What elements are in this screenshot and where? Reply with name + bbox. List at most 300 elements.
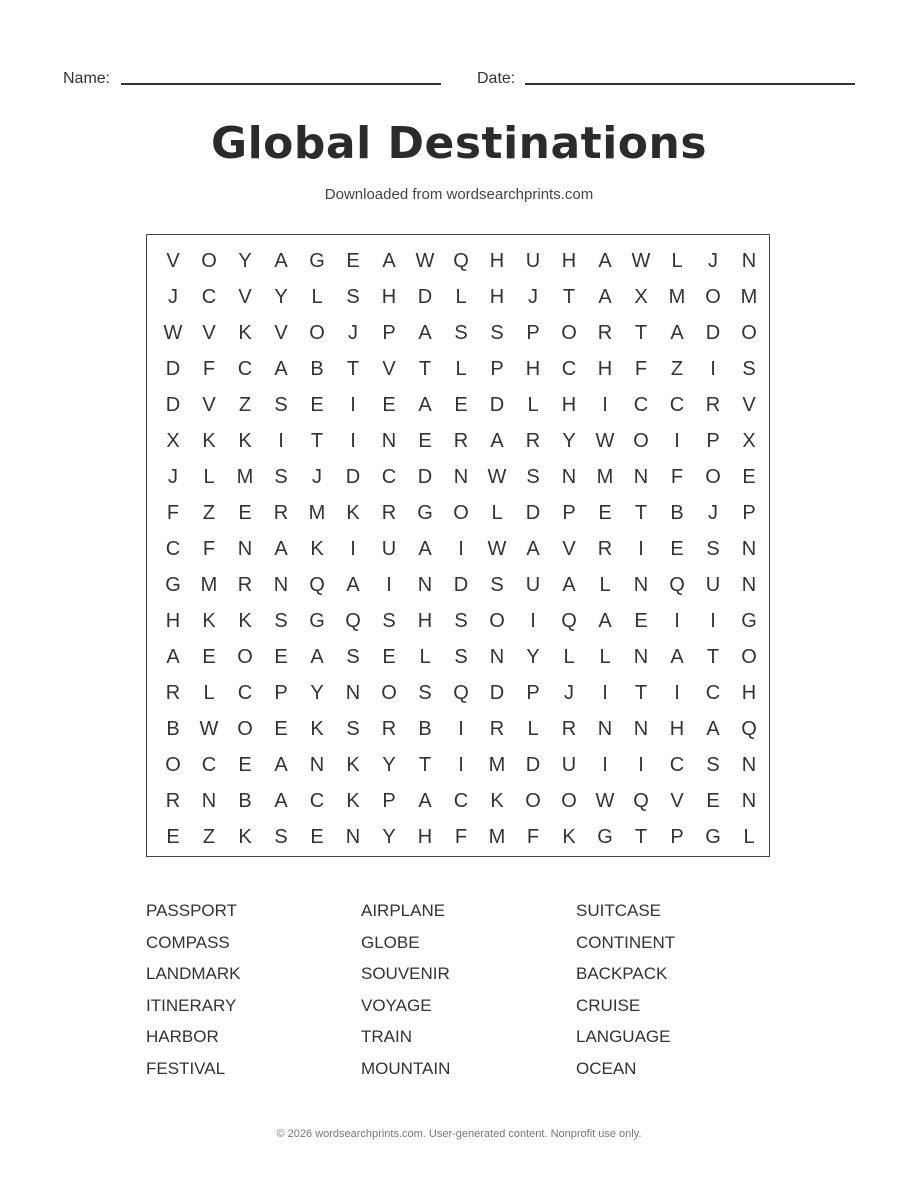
grid-letter[interactable]: C (381, 466, 397, 488)
grid-letter[interactable]: Z (202, 826, 216, 848)
grid-letter[interactable]: N (561, 466, 577, 488)
grid-letter[interactable]: X (742, 430, 756, 452)
grid-letter[interactable]: V (670, 790, 684, 812)
grid-letter[interactable]: M (488, 826, 506, 848)
grid-letter[interactable]: N (273, 574, 289, 596)
grid-letter[interactable]: T (706, 646, 720, 668)
word-list-item: ITINERARY (146, 995, 237, 1015)
grid-letter[interactable]: R (453, 430, 469, 452)
grid-letter[interactable]: I (278, 430, 284, 452)
grid-letter[interactable]: I (350, 394, 356, 416)
grid-letter[interactable]: Y (238, 250, 252, 272)
grid-letter[interactable]: A (382, 250, 396, 272)
grid-letter[interactable]: C (237, 358, 253, 380)
grid-letter[interactable]: Y (562, 430, 576, 452)
grid-letter[interactable]: F (202, 538, 216, 560)
grid-letter[interactable]: O (561, 790, 577, 812)
grid-letter[interactable]: E (598, 502, 612, 524)
grid-letter[interactable]: D (489, 394, 505, 416)
grid-letter[interactable]: W (487, 538, 507, 560)
grid-letter[interactable]: N (453, 466, 469, 488)
grid-letter[interactable]: N (741, 250, 757, 272)
grid-letter[interactable]: H (489, 250, 505, 272)
grid-letter[interactable]: R (525, 430, 541, 452)
grid-letter[interactable]: P (274, 682, 288, 704)
grid-letter[interactable]: S (382, 610, 396, 632)
grid-letter[interactable]: S (490, 322, 504, 344)
grid-letter[interactable]: F (454, 826, 468, 848)
grid-letter[interactable]: I (458, 718, 464, 740)
grid-letter[interactable]: Q (345, 610, 361, 632)
grid-letter[interactable]: B (418, 718, 432, 740)
grid-letter[interactable]: K (202, 610, 216, 632)
grid-letter[interactable]: I (530, 610, 536, 632)
grid-letter[interactable]: N (633, 574, 649, 596)
grid-letter[interactable]: I (638, 754, 644, 776)
grid-letter[interactable]: N (633, 718, 649, 740)
grid-letter[interactable]: N (633, 466, 649, 488)
grid-letter[interactable]: Y (526, 646, 540, 668)
grid-letter[interactable]: L (455, 358, 467, 380)
grid-letter[interactable]: E (274, 646, 288, 668)
grid-letter[interactable]: U (525, 574, 541, 596)
grid-letter[interactable]: G (741, 610, 757, 632)
grid-letter[interactable]: V (238, 286, 252, 308)
grid-letter[interactable]: Q (309, 574, 325, 596)
grid-letter[interactable]: H (525, 358, 541, 380)
grid-letter[interactable]: A (490, 430, 504, 452)
grid-letter[interactable]: O (201, 250, 217, 272)
grid-letter[interactable]: X (166, 430, 180, 452)
grid-letter[interactable]: K (238, 826, 252, 848)
grid-letter[interactable]: E (310, 394, 324, 416)
grid-letter[interactable]: R (381, 718, 397, 740)
word-list-item: LANGUAGE (576, 1027, 671, 1046)
grid-letter[interactable]: B (166, 718, 180, 740)
grid-letter[interactable]: M (488, 754, 506, 776)
grid-letter[interactable]: K (346, 790, 360, 812)
grid-letter[interactable]: C (237, 682, 253, 704)
grid-letter[interactable]: Q (453, 250, 469, 272)
grid-letter[interactable]: I (350, 538, 356, 560)
grid-letter[interactable]: D (453, 574, 469, 596)
grid-letter[interactable]: O (741, 646, 757, 668)
grid-letter[interactable]: A (346, 574, 360, 596)
letter-grid (146, 234, 770, 857)
grid-letter[interactable]: L (419, 646, 431, 668)
grid-letter[interactable]: S (346, 718, 360, 740)
grid-letter[interactable]: G (165, 574, 181, 596)
grid-letter[interactable]: D (525, 502, 541, 524)
grid-letter[interactable]: M (668, 286, 686, 308)
grid-letter[interactable]: X (634, 286, 648, 308)
grid-letter[interactable]: N (309, 754, 325, 776)
grid-letter[interactable]: M (740, 286, 758, 308)
grid-letter[interactable]: N (201, 790, 217, 812)
grid-letter[interactable]: Y (382, 754, 396, 776)
grid-letter[interactable]: N (489, 646, 505, 668)
grid-letter[interactable]: K (202, 430, 216, 452)
grid-letter[interactable]: U (525, 250, 541, 272)
grid-letter[interactable]: J (168, 286, 178, 308)
grid-letter[interactable]: M (236, 466, 254, 488)
grid-letter[interactable]: E (382, 394, 396, 416)
grid-letter[interactable]: S (274, 826, 288, 848)
grid-letter[interactable]: R (237, 574, 253, 596)
grid-letter[interactable]: R (597, 538, 613, 560)
grid-letter[interactable]: L (203, 682, 215, 704)
grid-letter[interactable]: P (382, 790, 396, 812)
grid-letter[interactable]: A (274, 358, 288, 380)
grid-letter[interactable]: L (527, 718, 539, 740)
grid-letter[interactable]: W (487, 466, 507, 488)
grid-letter[interactable]: P (742, 502, 756, 524)
grid-letter[interactable]: R (165, 790, 181, 812)
grid-letter[interactable]: C (453, 790, 469, 812)
grid-letter[interactable]: S (274, 466, 288, 488)
grid-letter[interactable]: T (346, 358, 360, 380)
grid-letter[interactable]: V (274, 322, 288, 344)
grid-letter[interactable]: T (310, 430, 324, 452)
grid-letter[interactable]: D (705, 322, 721, 344)
grid-letter[interactable]: S (346, 646, 360, 668)
grid-letter[interactable]: S (742, 358, 756, 380)
grid-letter[interactable]: D (345, 466, 361, 488)
grid-letter[interactable]: L (311, 286, 323, 308)
grid-letter[interactable]: G (309, 250, 325, 272)
grid-letter[interactable]: H (741, 682, 757, 704)
grid-letter[interactable]: N (417, 574, 433, 596)
grid-letter[interactable]: R (165, 682, 181, 704)
grid-letter[interactable]: N (633, 646, 649, 668)
grid-letter[interactable]: F (202, 358, 216, 380)
name-field[interactable] (121, 83, 441, 85)
grid-letter[interactable]: A (418, 538, 432, 560)
grid-letter[interactable]: T (562, 286, 576, 308)
grid-letter[interactable]: S (454, 646, 468, 668)
grid-letter[interactable]: J (348, 322, 358, 344)
grid-letter[interactable]: E (238, 502, 252, 524)
grid-letter[interactable]: E (202, 646, 216, 668)
grid-letter[interactable]: Q (561, 610, 577, 632)
grid-letter[interactable]: A (274, 790, 288, 812)
grid-letter[interactable]: A (310, 646, 324, 668)
grid-letter[interactable]: H (669, 718, 685, 740)
grid-letter[interactable]: P (562, 502, 576, 524)
grid-letter[interactable]: I (602, 754, 608, 776)
grid-letter[interactable]: N (237, 538, 253, 560)
grid-letter[interactable]: P (706, 430, 720, 452)
grid-letter[interactable]: I (602, 682, 608, 704)
grid-letter[interactable]: N (345, 682, 361, 704)
grid-letter[interactable]: Q (453, 682, 469, 704)
grid-letter[interactable]: W (415, 250, 435, 272)
grid-letter[interactable]: D (417, 286, 433, 308)
grid-letter[interactable]: Z (238, 394, 252, 416)
grid-letter[interactable]: A (562, 574, 576, 596)
grid-letter[interactable]: A (166, 646, 180, 668)
grid-letter[interactable]: O (705, 466, 721, 488)
grid-letter[interactable]: S (490, 574, 504, 596)
grid-letter[interactable]: N (741, 574, 757, 596)
grid-letter[interactable]: J (708, 502, 718, 524)
grid-letter[interactable]: I (386, 574, 392, 596)
grid-letter[interactable]: D (165, 358, 181, 380)
grid-letter[interactable]: R (273, 502, 289, 524)
grid-letter[interactable]: U (381, 538, 397, 560)
grid-letter[interactable]: P (490, 358, 504, 380)
grid-letter[interactable]: A (670, 322, 684, 344)
grid-letter[interactable]: E (310, 826, 324, 848)
grid-letter[interactable]: I (674, 430, 680, 452)
grid-letter[interactable]: E (742, 466, 756, 488)
grid-letter[interactable]: N (741, 790, 757, 812)
date-field[interactable] (525, 83, 855, 85)
grid-letter[interactable]: O (165, 754, 181, 776)
grid-letter[interactable]: I (458, 538, 464, 560)
word-list-item: OCEAN (576, 1058, 637, 1078)
grid-letter[interactable]: L (671, 250, 683, 272)
grid-letter[interactable]: B (670, 502, 684, 524)
grid-letter[interactable]: B (238, 790, 252, 812)
grid-letter[interactable]: H (417, 610, 433, 632)
grid-letter[interactable]: A (598, 250, 612, 272)
grid-letter[interactable]: A (418, 394, 432, 416)
grid-letter[interactable]: C (669, 394, 685, 416)
grid-letter[interactable]: A (670, 646, 684, 668)
grid-letter[interactable]: R (597, 322, 613, 344)
grid-letter[interactable]: I (458, 754, 464, 776)
grid-letter[interactable]: L (527, 394, 539, 416)
grid-letter[interactable]: V (202, 394, 216, 416)
grid-letter[interactable]: M (200, 574, 218, 596)
grid-letter[interactable]: S (418, 682, 432, 704)
grid-letter[interactable]: B (310, 358, 324, 380)
grid-letter[interactable]: H (381, 286, 397, 308)
grid-letter[interactable]: V (562, 538, 576, 560)
grid-letter[interactable]: E (454, 394, 468, 416)
grid-letter[interactable]: R (381, 502, 397, 524)
grid-letter[interactable]: H (561, 394, 577, 416)
grid-letter[interactable]: V (382, 358, 396, 380)
grid-letter[interactable]: A (598, 610, 612, 632)
grid-letter[interactable]: A (274, 250, 288, 272)
grid-letter[interactable]: K (238, 430, 252, 452)
grid-letter[interactable]: C (561, 358, 577, 380)
grid-letter[interactable]: C (669, 754, 685, 776)
grid-letter[interactable]: M (596, 466, 614, 488)
grid-letter[interactable]: O (633, 430, 649, 452)
grid-letter[interactable]: J (708, 250, 718, 272)
grid-letter[interactable]: C (705, 682, 721, 704)
grid-letter[interactable]: K (562, 826, 576, 848)
grid-letter[interactable]: Q (669, 574, 685, 596)
grid-letter[interactable]: I (674, 682, 680, 704)
grid-letter[interactable]: R (489, 718, 505, 740)
grid-letter[interactable]: S (454, 610, 468, 632)
grid-letter[interactable]: N (741, 538, 757, 560)
grid-letter[interactable]: S (706, 754, 720, 776)
grid-letter[interactable]: F (634, 358, 648, 380)
grid-letter[interactable]: L (599, 646, 611, 668)
grid-letter[interactable]: Z (202, 502, 216, 524)
grid-letter[interactable]: D (489, 682, 505, 704)
grid-letter[interactable]: I (710, 358, 716, 380)
grid-letter[interactable]: K (490, 790, 504, 812)
grid-letter[interactable]: E (166, 826, 180, 848)
grid-letter[interactable]: J (564, 682, 574, 704)
grid-letter[interactable]: L (491, 502, 503, 524)
grid-letter[interactable]: D (417, 466, 433, 488)
grid-letter[interactable]: K (310, 538, 324, 560)
grid-letter[interactable]: A (274, 754, 288, 776)
grid-letter[interactable]: I (350, 430, 356, 452)
grid-letter[interactable]: L (455, 286, 467, 308)
grid-letter[interactable]: D (165, 394, 181, 416)
grid-letter[interactable]: A (274, 538, 288, 560)
grid-letter[interactable]: O (453, 502, 469, 524)
grid-letter[interactable]: A (418, 790, 432, 812)
grid-letter[interactable]: R (561, 718, 577, 740)
grid-letter[interactable]: C (309, 790, 325, 812)
grid-letter[interactable]: F (526, 826, 540, 848)
grid-letter[interactable]: C (201, 286, 217, 308)
grid-letter[interactable]: K (346, 502, 360, 524)
grid-letter[interactable]: J (528, 286, 538, 308)
grid-letter[interactable]: E (634, 610, 648, 632)
grid-letter[interactable]: Y (310, 682, 324, 704)
grid-letter[interactable]: A (598, 286, 612, 308)
grid-letter[interactable]: Q (741, 718, 757, 740)
grid-letter[interactable]: P (382, 322, 396, 344)
grid-letter[interactable]: Y (382, 826, 396, 848)
grid-letter[interactable]: V (742, 394, 756, 416)
grid-letter[interactable]: I (638, 538, 644, 560)
word-list-item: CONTINENT (576, 932, 676, 952)
grid-letter[interactable]: G (597, 826, 613, 848)
grid-letter[interactable]: E (706, 790, 720, 812)
grid-letter[interactable]: K (238, 322, 252, 344)
grid-letter[interactable]: Y (274, 286, 288, 308)
grid-letter[interactable]: N (381, 430, 397, 452)
grid-letter[interactable]: K (346, 754, 360, 776)
grid-letter[interactable]: G (309, 610, 325, 632)
grid-letter[interactable]: W (199, 718, 219, 740)
grid-letter[interactable]: H (417, 826, 433, 848)
grid-letter[interactable]: O (237, 646, 253, 668)
grid-letter[interactable]: O (525, 790, 541, 812)
grid-letter[interactable]: P (670, 826, 684, 848)
grid-letter[interactable]: O (561, 322, 577, 344)
grid-letter[interactable]: S (274, 394, 288, 416)
grid-letter[interactable]: O (741, 322, 757, 344)
page-subtitle: Downloaded from wordsearchprints.com (324, 186, 594, 203)
grid-letter[interactable]: S (706, 538, 720, 560)
grid-letter[interactable]: W (163, 322, 183, 344)
grid-letter[interactable]: L (563, 646, 575, 668)
grid-letter[interactable]: F (670, 466, 684, 488)
grid-letter[interactable]: O (237, 718, 253, 740)
grid-letter[interactable]: T (418, 754, 432, 776)
grid-letter[interactable]: U (705, 574, 721, 596)
grid-letter[interactable]: O (489, 610, 505, 632)
grid-letter[interactable]: E (418, 430, 432, 452)
grid-letter[interactable]: K (310, 718, 324, 740)
grid-letter[interactable]: S (526, 466, 540, 488)
grid-letter[interactable]: W (595, 430, 615, 452)
name-label: Name: (63, 70, 111, 87)
grid-letter[interactable]: G (417, 502, 433, 524)
grid-letter[interactable]: E (274, 718, 288, 740)
grid-letter[interactable]: I (674, 610, 680, 632)
grid-letter[interactable]: T (634, 682, 648, 704)
grid-letter[interactable]: T (634, 322, 648, 344)
grid-letter[interactable]: F (166, 502, 180, 524)
grid-letter[interactable]: N (597, 718, 613, 740)
grid-letter[interactable]: A (526, 538, 540, 560)
grid-letter[interactable]: E (670, 538, 684, 560)
grid-letter[interactable]: J (168, 466, 178, 488)
grid-letter[interactable]: K (238, 610, 252, 632)
grid-letter[interactable]: O (309, 322, 325, 344)
grid-letter[interactable]: C (165, 538, 181, 560)
grid-letter[interactable]: O (705, 286, 721, 308)
grid-letter[interactable]: L (743, 826, 755, 848)
grid-letter[interactable]: R (705, 394, 721, 416)
grid-letter[interactable]: W (595, 790, 615, 812)
grid-letter[interactable]: E (238, 754, 252, 776)
grid-letter[interactable]: T (634, 502, 648, 524)
grid-letter[interactable]: Q (633, 790, 649, 812)
grid-letter[interactable]: C (201, 754, 217, 776)
grid-letter[interactable]: H (165, 610, 181, 632)
grid-letter[interactable]: H (489, 286, 505, 308)
grid-letter[interactable]: L (203, 466, 215, 488)
word-list-item: VOYAGE (361, 995, 432, 1015)
grid-letter[interactable]: V (202, 322, 216, 344)
grid-letter[interactable]: W (631, 250, 651, 272)
grid-letter[interactable]: Z (670, 358, 684, 380)
grid-letter[interactable]: T (634, 826, 648, 848)
grid-letter[interactable]: P (526, 322, 540, 344)
grid-letter[interactable]: G (705, 826, 721, 848)
grid-letter[interactable]: C (633, 394, 649, 416)
grid-letter[interactable]: N (741, 754, 757, 776)
grid-letter[interactable]: P (526, 682, 540, 704)
grid-letter[interactable]: V (166, 250, 180, 272)
grid-letter[interactable]: U (561, 754, 577, 776)
grid-letter[interactable]: E (346, 250, 360, 272)
grid-letter[interactable]: J (312, 466, 322, 488)
grid-letter[interactable]: S (346, 286, 360, 308)
grid-letter[interactable]: S (274, 610, 288, 632)
grid-letter[interactable]: O (381, 682, 397, 704)
grid-letter[interactable]: I (710, 610, 716, 632)
grid-letter[interactable]: T (418, 358, 432, 380)
grid-letter[interactable]: N (345, 826, 361, 848)
grid-letter[interactable]: E (382, 646, 396, 668)
grid-letter[interactable]: S (454, 322, 468, 344)
word-list-item: SOUVENIR (361, 964, 450, 983)
grid-letter[interactable]: I (602, 394, 608, 416)
grid-letter[interactable]: L (599, 574, 611, 596)
grid-letter[interactable]: A (706, 718, 720, 740)
grid-letter[interactable]: H (561, 250, 577, 272)
grid-letter[interactable]: M (308, 502, 326, 524)
grid-letter[interactable]: H (597, 358, 613, 380)
grid-letter[interactable]: D (525, 754, 541, 776)
grid-letter[interactable]: A (418, 322, 432, 344)
